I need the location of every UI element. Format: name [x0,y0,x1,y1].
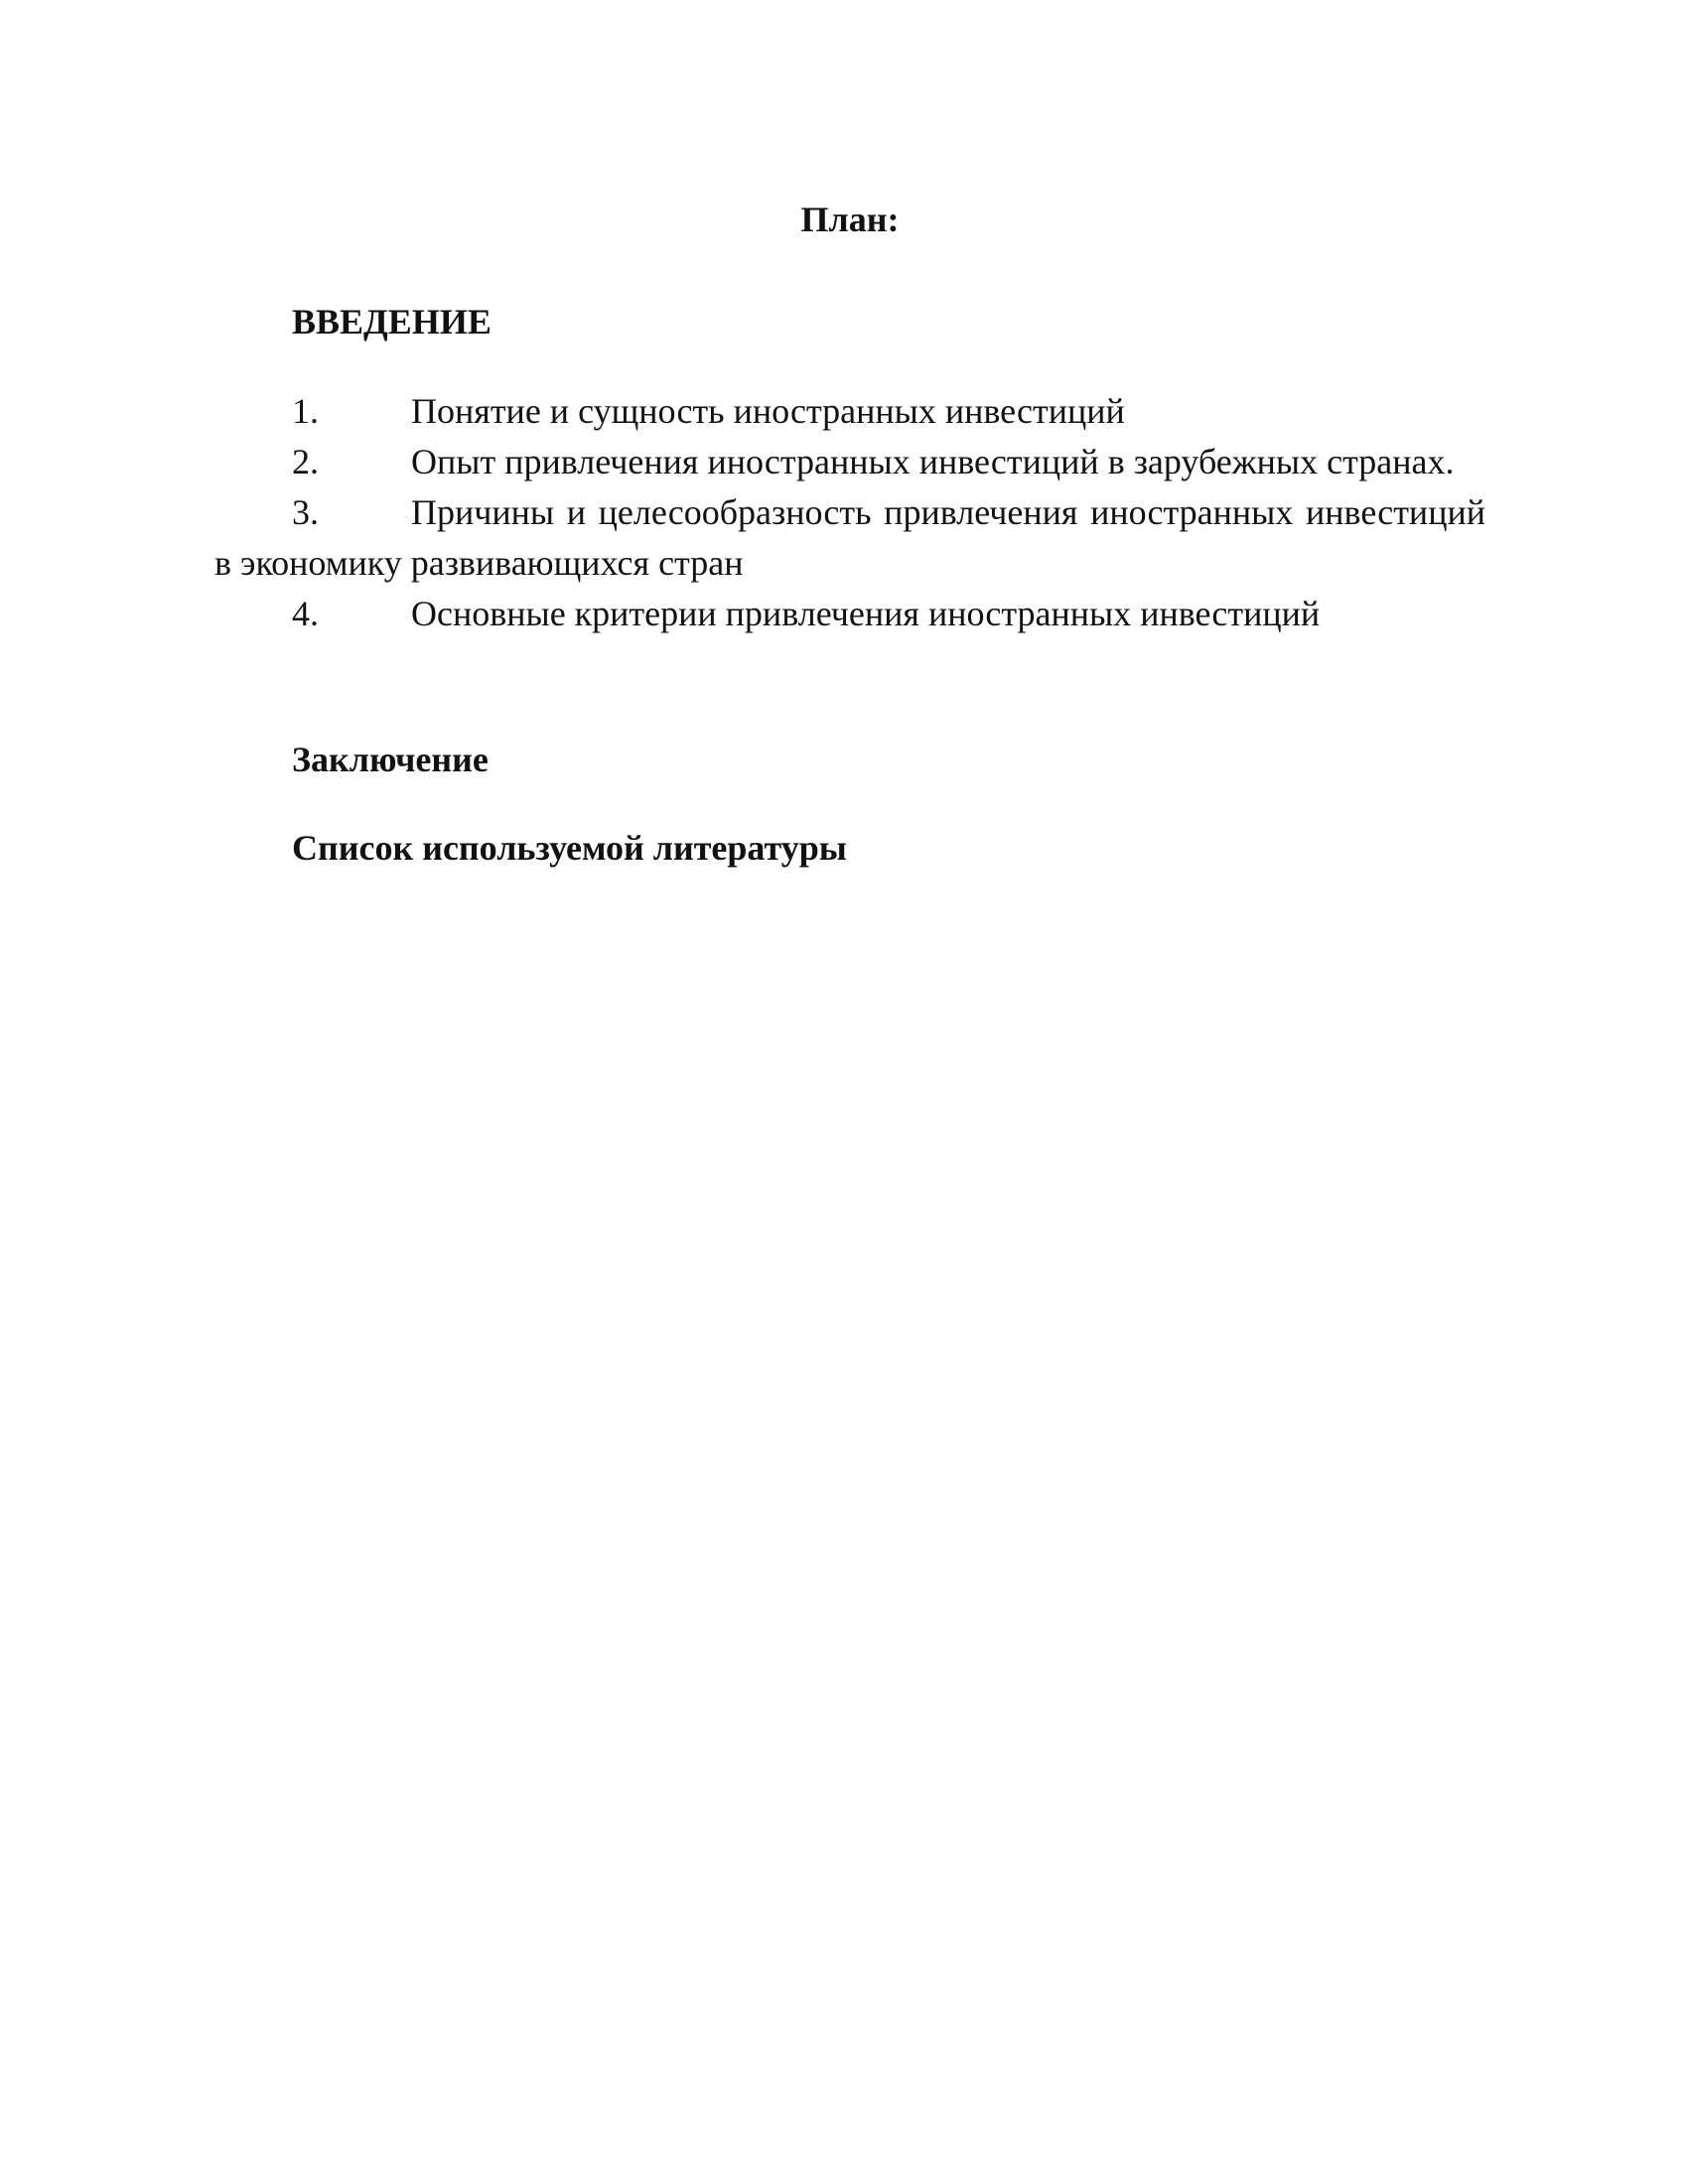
toc-item-text: Причины и целесообразность привлечения иностранных инвестиций в экономику развивающихся стран [214,492,1485,583]
page-title: План: [800,200,900,239]
conclusion-heading: Заключение [292,740,489,779]
toc-item-number: 1. [292,391,319,431]
introduction-heading: ВВЕДЕНИЕ [292,302,492,341]
table-of-contents [214,386,1485,639]
toc-item [214,386,1485,437]
toc-item-text: Основные критерии привлечения иностранных инвестиций [411,594,1321,633]
toc-item [214,589,1485,639]
toc-item [214,487,1485,589]
toc-item-number: 4. [292,594,319,633]
toc-item-number: 2. [292,442,319,481]
toc-item-number: 3. [292,492,319,532]
toc-item-text: Опыт привлечения иностранных инвестиций в зарубежных странах. [411,442,1455,481]
references-heading: Список используемой литературы [292,828,847,868]
toc-item [214,437,1485,487]
toc-item-text: Понятие и сущность иностранных инвестиций [411,391,1125,431]
